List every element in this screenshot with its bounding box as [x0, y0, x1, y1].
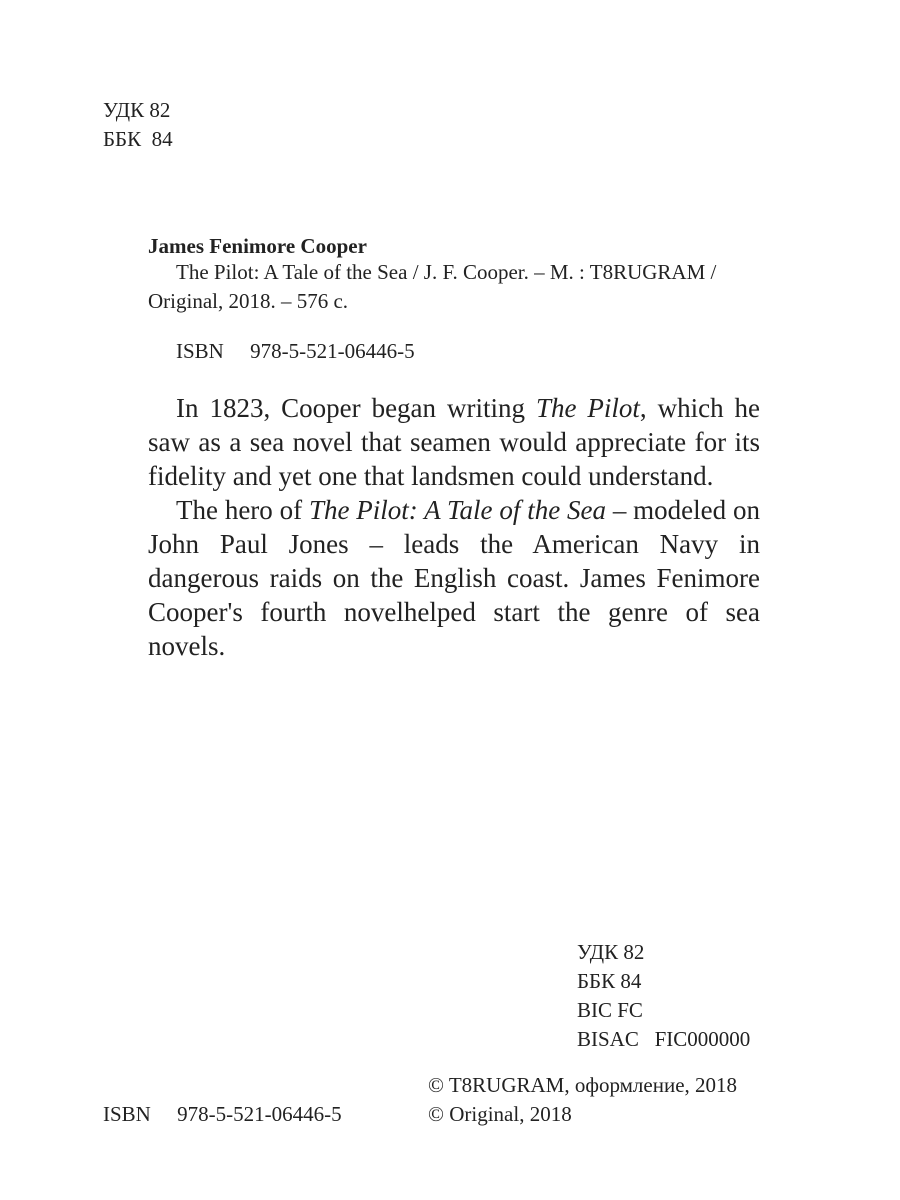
copyright-line-2: © Original, 2018 — [428, 1102, 572, 1126]
bbk-code: ББК 84 — [577, 969, 642, 993]
book-title-italic: The Pilot: A Tale of the Sea — [308, 495, 606, 525]
bbk-code: ББК 84 — [103, 127, 173, 151]
book-title-italic: The Pilot — [535, 393, 640, 423]
udk-code: УДК 82 — [103, 98, 171, 122]
author-name: James Fenimore Cooper — [148, 234, 367, 258]
copyright-block — [428, 1071, 737, 1129]
footer-isbn: ISBN 978-5-521-06446-5 — [103, 1102, 342, 1126]
annotation-paragraph-2: The hero of The Pilot: A Tale of the Sea – modeled on John Paul Jones – leads the American Navy in dangerous raids on the English coast. James Fenimore Cooper's fourth novelhelped start the genre of sea novels. — [148, 495, 760, 661]
bic-code: BIC FC — [577, 998, 643, 1022]
bisac-code: BISAC FIC000000 — [577, 1027, 751, 1051]
udk-code: УДК 82 — [577, 940, 645, 964]
top-classification-codes — [103, 96, 173, 154]
annotation-paragraph-1: In 1823, Cooper began writing The Pilot, which he saw as a sea novel that seamen would appreciate for its fidelity and yet one that landsmen could understand. — [148, 393, 761, 491]
annotation — [148, 391, 760, 663]
classification-codes — [577, 938, 750, 1054]
bibliographic-description: The Pilot: A Tale of the Sea / J. F. Cooper. – M. : T8RUGRAM / Original, 2018. – 576 c. — [148, 260, 717, 313]
copyright-line-1: © T8RUGRAM, оформление, 2018 — [428, 1073, 738, 1097]
isbn-record: ISBN 978-5-521-06446-5 — [176, 339, 415, 363]
